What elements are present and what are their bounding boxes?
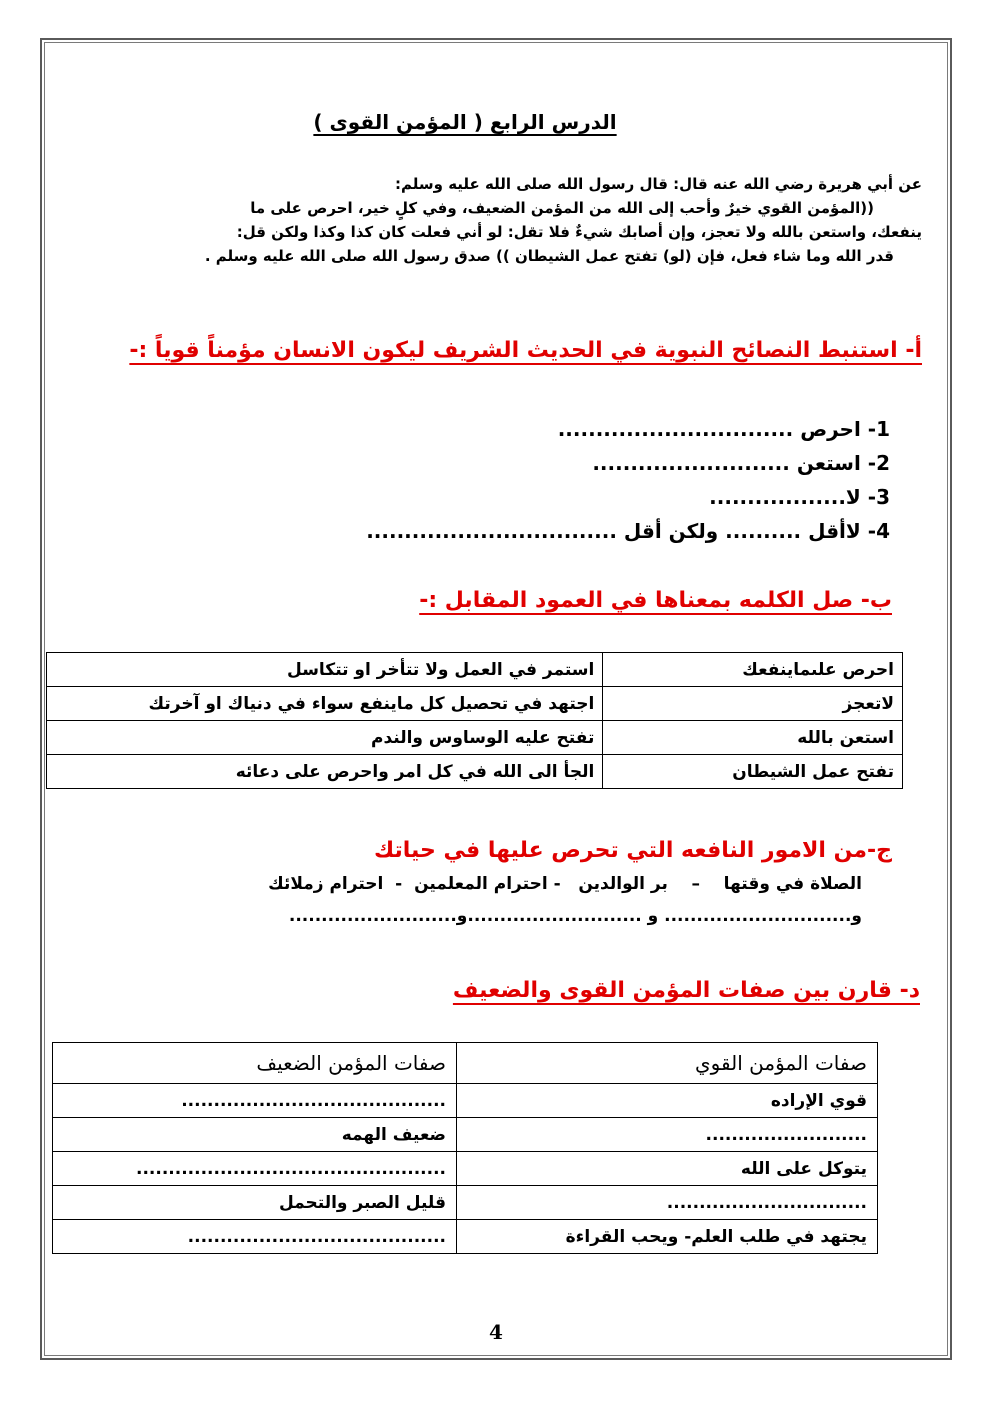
weak-cell: قليل الصبر والتحمل <box>53 1186 457 1220</box>
table-row <box>53 1220 878 1254</box>
weak-cell: ................................................ <box>53 1152 457 1186</box>
list-item: 4- لاأقل .......... ولكن أقل ................................. <box>366 519 890 543</box>
section-c-heading: ج-من الامور النافعه التي تحرص عليها في حياتك <box>374 838 892 863</box>
section-c-fill-line: و............................. و ...........................و.......................... <box>288 906 862 926</box>
list-item: 1- احرص ............................... <box>557 417 890 441</box>
comparison-table <box>52 1042 878 1254</box>
strong-cell: ............................... <box>457 1186 878 1220</box>
section-b-heading: ب- صل الكلمه بمعناها في العمود المقابل :- <box>419 588 892 613</box>
word-cell: تفتح عمل الشيطان <box>603 755 903 789</box>
section-c-items: الصلاة في وقتها – بر الوالدين - احترام المعلمين - احترام زملائك <box>268 874 862 894</box>
header-strong: صفات المؤمن القوي <box>457 1043 878 1084</box>
table-row <box>53 1084 878 1118</box>
table-row <box>47 721 903 755</box>
hadith-line: ((المؤمن القوي خيرٌ وأحب إلى الله من المؤمن الضعيف، وفي كلٍ خير، احرص على ما <box>250 199 874 217</box>
hadith-line: ينفعك، واستعن بالله ولا تعجز، وإن أصابك شيءٌ فلا تقل: لو أني فعلت كان كذا وكذا ولكن قل: <box>236 223 922 241</box>
section-a-list <box>366 412 890 548</box>
table-row <box>47 755 903 789</box>
table-row <box>53 1152 878 1186</box>
lesson-title: الدرس الرابع ( المؤمن القوى ) <box>313 110 617 134</box>
weak-cell: ......................................... <box>53 1084 457 1118</box>
table-row <box>53 1186 878 1220</box>
strong-cell: يجتهد في طلب العلم- ويحب القراءة <box>457 1220 878 1254</box>
table-row <box>53 1118 878 1152</box>
table-row <box>47 687 903 721</box>
header-weak: صفات المؤمن الضعيف <box>53 1043 457 1084</box>
section-d-heading: د- قارن بين صفات المؤمن القوى والضعيف <box>452 978 920 1003</box>
list-item: 2- استعن .......................... <box>592 451 890 475</box>
strong-cell: قوي الإراده <box>457 1084 878 1118</box>
meaning-cell: تفتح عليه الوساوس والندم <box>47 721 603 755</box>
page-number: 4 <box>489 1320 503 1344</box>
weak-cell: ضعيف الهمه <box>53 1118 457 1152</box>
section-a-heading: أ- استنبط النصائح النبوية في الحديث الشريف ليكون الانسان مؤمناً قوياً :- <box>129 338 922 363</box>
strong-cell: يتوكل على الله <box>457 1152 878 1186</box>
hadith-text <box>42 172 922 268</box>
meaning-cell: اجتهد في تحصيل كل ماينفع سواء في دنياك او آخرتك <box>47 687 603 721</box>
strong-cell: ......................... <box>457 1118 878 1152</box>
hadith-line: قدر الله وما شاء فعل، فإن (لو) تفتح عمل الشيطان )) صدق رسول الله صلى الله عليه وسلم . <box>204 247 894 265</box>
meaning-cell: استمر في العمل ولا تتأخر او تتكاسل <box>47 653 603 687</box>
word-cell: لاتعجز <box>603 687 903 721</box>
weak-cell: ........................................ <box>53 1220 457 1254</box>
matching-table <box>46 652 903 789</box>
hadith-line: عن أبي هريرة رضي الله عنه قال: قال رسول الله صلى الله عليه وسلم: <box>395 175 922 193</box>
list-item: 3- لا.................. <box>709 485 890 509</box>
table-header-row <box>53 1043 878 1084</box>
table-row <box>47 653 903 687</box>
meaning-cell: الجأ الى الله في كل امر واحرص على دعائه <box>47 755 603 789</box>
word-cell: احرص علىماينفعك <box>603 653 903 687</box>
word-cell: استعن بالله <box>603 721 903 755</box>
